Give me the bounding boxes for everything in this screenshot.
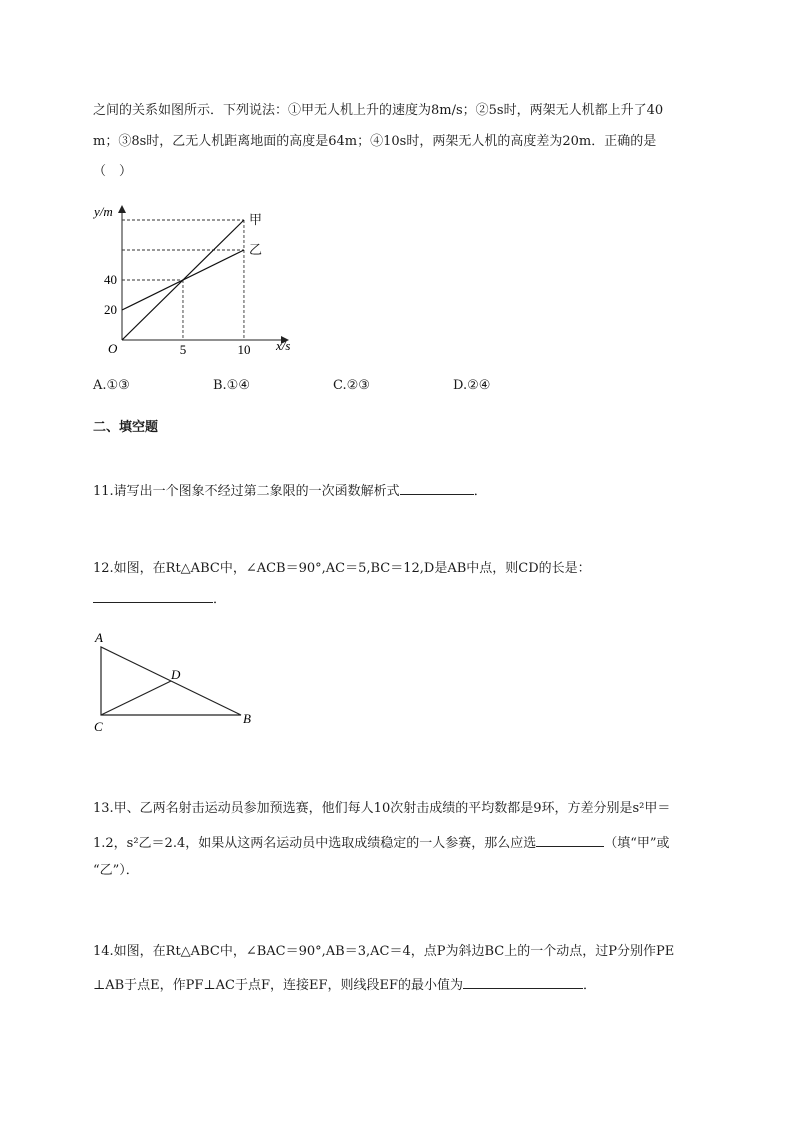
q12-end: ． xyxy=(213,592,227,607)
x-tick-label-0: 5 xyxy=(179,342,187,357)
label-c: C xyxy=(94,719,103,734)
q10-line3: （ ） xyxy=(93,164,133,179)
origin-label: O xyxy=(108,341,118,356)
label-d: D xyxy=(171,667,181,682)
q13-answer-blank[interactable] xyxy=(536,832,604,847)
y-tick-label-1: 40 xyxy=(104,272,117,287)
q14-end: ． xyxy=(583,978,597,993)
q13-end: （填“甲”或 xyxy=(604,836,670,851)
q14-line1: 14.如图，在Rt△ABC中，∠BAC＝90°,AB＝3,AC＝4，点P为斜边BC上的一个动点，过P分别作PE xyxy=(93,944,675,959)
series-label-1: 乙 xyxy=(248,242,262,257)
median-cd xyxy=(101,681,171,715)
triangle-figure-q12 xyxy=(88,628,268,738)
q10-line2: m；③8s时，乙无人机距离地面的高度是64m；④10s时，两架无人机的高度差为20m．正确的是 xyxy=(93,134,657,149)
label-a: A xyxy=(95,630,103,645)
q11-text: 11.请写出一个图象不经过第二象限的一次函数解析式 xyxy=(93,484,400,499)
option-a[interactable]: A.①③ xyxy=(93,378,130,393)
q13-text: 1.2，s²乙＝2.4，如果从这两名运动员中选取成绩稳定的一人参赛，那么应选 xyxy=(93,836,537,851)
q12-line2 xyxy=(93,588,226,609)
q10-line1: 之间的关系如图所示．下列说法：①甲无人机上升的速度为8m/s；②5s时，两架无人机都上升了40 xyxy=(93,103,664,118)
label-b: B xyxy=(243,711,251,726)
q14-text: ⊥AB于点E，作PF⊥AC于点F，连接EF，则线段EF的最小值为 xyxy=(93,978,464,993)
q13-line3: “乙”）． xyxy=(93,863,139,878)
q13-line2 xyxy=(93,832,670,853)
option-d[interactable]: D.②④ xyxy=(453,378,491,393)
q12-line1: 12.如图，在Rt△ABC中，∠ACB＝90°,AC＝5,BC＝12,D是AB中点，则CD的长是： xyxy=(93,561,591,576)
section-title: 二、填空题 xyxy=(93,420,159,435)
q14-answer-blank[interactable] xyxy=(463,974,583,989)
q11-answer-blank[interactable] xyxy=(400,480,474,495)
y-axis-label: y/m xyxy=(94,204,113,219)
x-axis-label: x/s xyxy=(276,338,291,353)
q14-line2 xyxy=(93,974,596,995)
q12-answer-blank[interactable] xyxy=(93,588,213,603)
option-b[interactable]: B.①④ xyxy=(213,378,250,393)
altitude-time-chart xyxy=(90,200,310,360)
x-tick-label-1: 10 xyxy=(237,342,251,357)
option-c[interactable]: C.②③ xyxy=(333,378,370,393)
series-label-0: 甲 xyxy=(248,212,262,227)
y-tick-label-0: 20 xyxy=(104,302,117,317)
q11-line xyxy=(93,480,487,501)
q11-end: ． xyxy=(473,484,487,499)
q13-line1: 13.甲、乙两名射击运动员参加预选赛，他们每人10次射击成绩的平均数都是9环，方差分别是s²甲＝ xyxy=(93,801,671,816)
